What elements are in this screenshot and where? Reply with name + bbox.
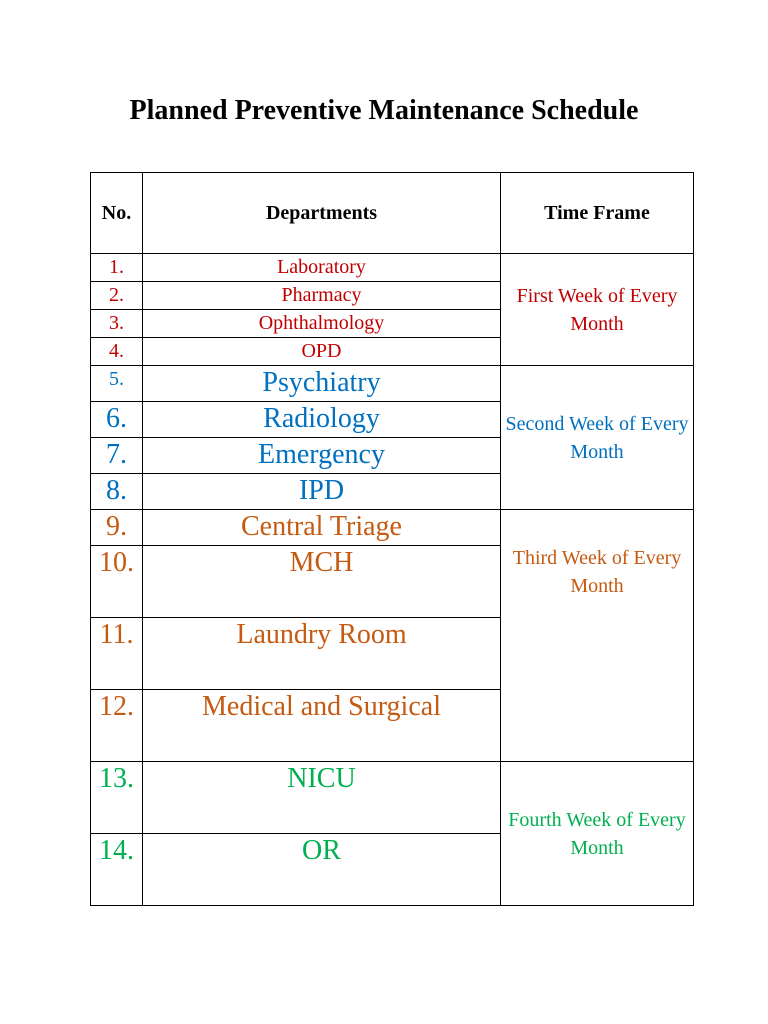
row-department: Emergency <box>143 438 501 474</box>
row-department: Medical and Surgical <box>143 690 501 762</box>
table-row <box>91 366 694 402</box>
time-frame-cell: Fourth Week of Every Month <box>501 762 694 906</box>
header-no: No. <box>91 173 143 254</box>
row-number: 6. <box>91 402 143 438</box>
row-number: 5. <box>91 366 143 402</box>
row-department: OR <box>143 834 501 906</box>
row-number: 3. <box>91 310 143 338</box>
row-number: 10. <box>91 546 143 618</box>
row-department: Central Triage <box>143 510 501 546</box>
schedule-table <box>90 172 694 906</box>
row-number: 11. <box>91 618 143 690</box>
row-number: 7. <box>91 438 143 474</box>
row-number: 9. <box>91 510 143 546</box>
header-time-frame: Time Frame <box>501 173 694 254</box>
row-department: Laundry Room <box>143 618 501 690</box>
table-row <box>91 510 694 546</box>
row-number: 2. <box>91 282 143 310</box>
row-department: Laboratory <box>143 254 501 282</box>
row-number: 8. <box>91 474 143 510</box>
table-row <box>91 254 694 282</box>
row-number: 14. <box>91 834 143 906</box>
page-title: Planned Preventive Maintenance Schedule <box>129 95 639 126</box>
header-departments: Departments <box>143 173 501 254</box>
row-department: NICU <box>143 762 501 834</box>
table-row <box>91 762 694 834</box>
row-department: Radiology <box>143 402 501 438</box>
row-department: IPD <box>143 474 501 510</box>
row-department: Psychiatry <box>143 366 501 402</box>
row-department: MCH <box>143 546 501 618</box>
row-number: 13. <box>91 762 143 834</box>
header-row <box>91 173 694 254</box>
time-frame-cell: Second Week of Every Month <box>501 366 694 510</box>
row-department: OPD <box>143 338 501 366</box>
row-department: Pharmacy <box>143 282 501 310</box>
row-number: 12. <box>91 690 143 762</box>
row-department: Ophthalmology <box>143 310 501 338</box>
time-frame-cell: First Week of Every Month <box>501 254 694 366</box>
row-number: 1. <box>91 254 143 282</box>
time-frame-cell: Third Week of Every Month <box>501 510 694 762</box>
row-number: 4. <box>91 338 143 366</box>
